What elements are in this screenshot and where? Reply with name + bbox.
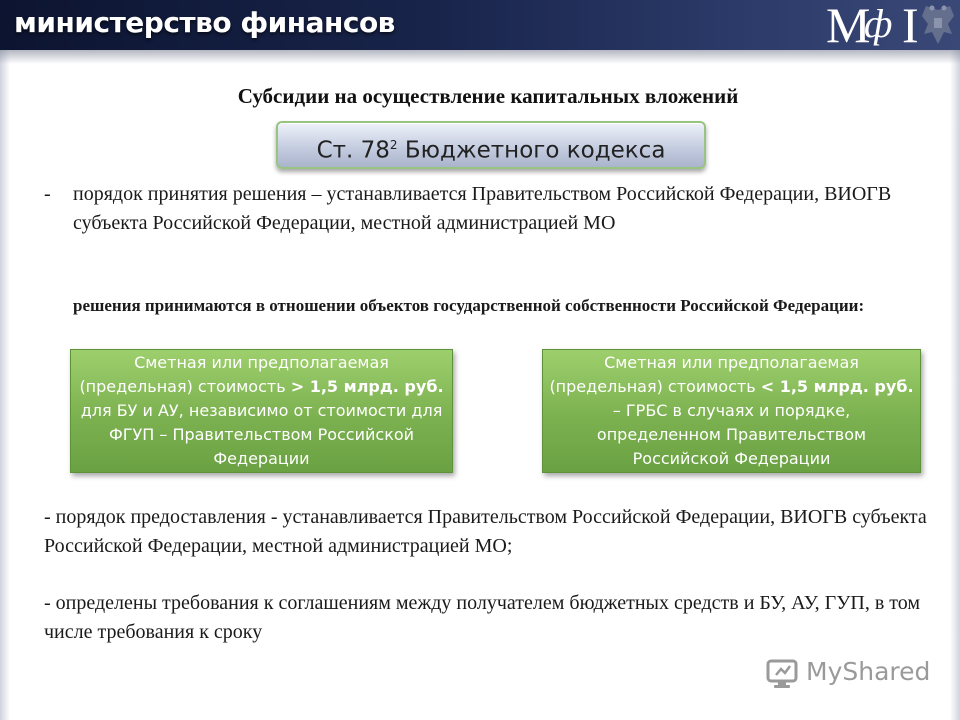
- ministry-title: министерство финансов: [14, 6, 395, 39]
- watermark-text: MyShared: [806, 657, 931, 686]
- right-edge-shade: [950, 50, 960, 720]
- bullet-dash: -: [44, 183, 51, 205]
- slide-title: Субсидии на осуществление капитальных вложений: [237, 84, 739, 108]
- budget-code-badge: [276, 121, 706, 169]
- badge-text-after: Бюджетного кодекса: [397, 137, 666, 164]
- cost-above-box: [70, 349, 453, 473]
- logo-letter-m: М: [826, 0, 871, 50]
- box-text-suffix: для БУ и АУ, независимо от стоимости для ФГУП – Правительством Российской Федерации: [80, 401, 443, 468]
- cost-below-box: [542, 349, 921, 473]
- left-edge-shade: [0, 50, 10, 720]
- paragraph-provision-order: - порядок предоставления - устанавливается Правительством Российской Федерации, ВИОГВ субъекта Российской Федерации, местной администрацией МО;: [44, 506, 927, 557]
- box-threshold: < 1,5 млрд. руб.: [760, 377, 914, 396]
- logo-letter-f: ф: [864, 1, 893, 46]
- box-text-suffix: – ГРБС в случаях и порядке, определенном Правительством Российской Федерации: [596, 401, 867, 468]
- box-threshold: > 1,5 млрд. руб.: [290, 377, 444, 396]
- badge-superscript: 2: [389, 138, 398, 152]
- badge-text: Ст. 78: [316, 137, 390, 164]
- box-text-prefix: Сметная или предполагаемая (предельная) стоимость: [79, 353, 389, 396]
- paragraph-decision-order: [44, 180, 924, 238]
- paragraph-text: порядок принятия решения – устанавливается Правительством Российской Федерации, ВИОГВ субъекта Российской Федерации, местной администрацией МО: [73, 183, 892, 234]
- header-shadow: [0, 50, 960, 64]
- coat-of-arms-icon: [918, 2, 958, 48]
- box-text-prefix: Сметная или предполагаемая (предельная) стоимость: [549, 353, 859, 396]
- logo-letter-i: Ι: [902, 0, 919, 50]
- bold-note: решения принимаются в отношении объектов государственной собственности Российской Федерации:: [73, 296, 865, 315]
- monitor-logo-icon: [766, 659, 800, 689]
- paragraph-agreement-requirements: - определены требования к соглашениям между получателем бюджетных средств и БУ, АУ, ГУП, в том числе требования к сроку: [44, 592, 921, 643]
- header-bar: [0, 0, 960, 50]
